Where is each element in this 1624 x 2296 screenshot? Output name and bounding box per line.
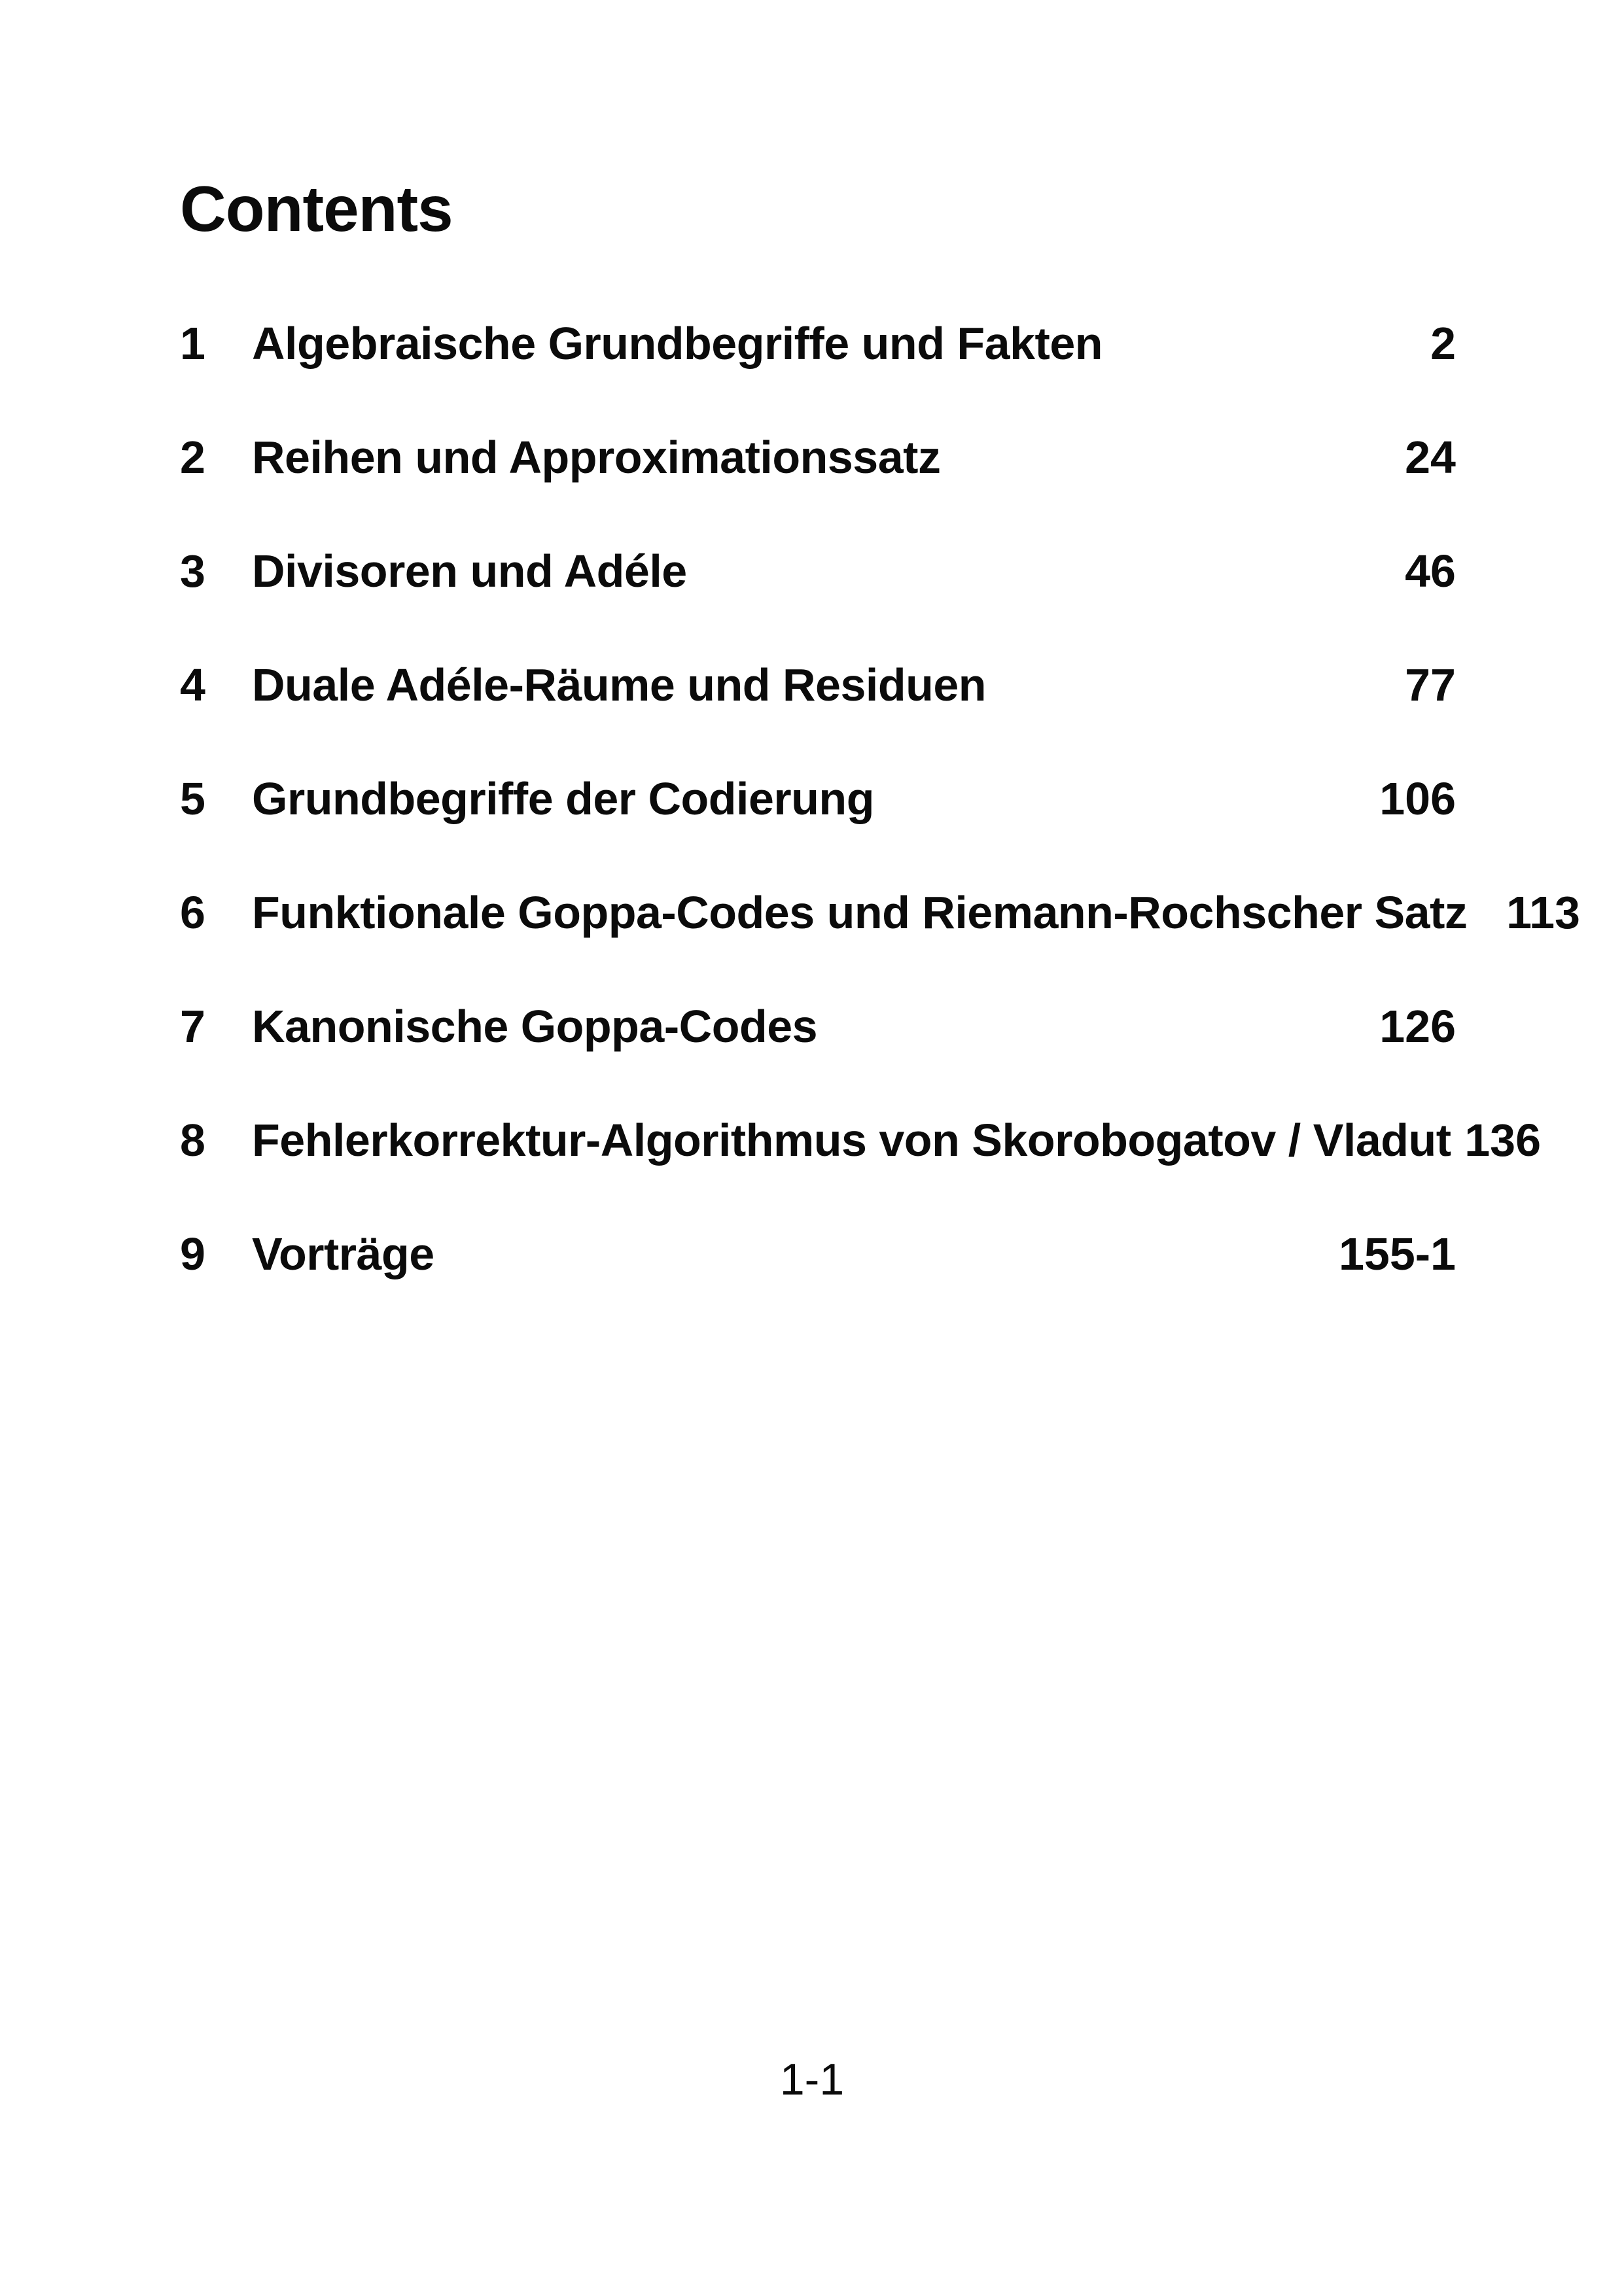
toc-entry-page: 2 bbox=[1430, 318, 1456, 369]
toc-entry-title: Grundbegriffe der Codierung bbox=[252, 773, 874, 824]
toc-entry-number: 3 bbox=[180, 546, 205, 597]
toc-entry-number: 5 bbox=[180, 773, 205, 824]
toc-entry-number: 6 bbox=[180, 887, 205, 938]
toc-entry-2[interactable] bbox=[180, 434, 1580, 548]
toc-entry-number: 9 bbox=[180, 1228, 205, 1279]
toc-entry-page: 106 bbox=[1379, 773, 1456, 824]
page-number: 1-1 bbox=[779, 2055, 845, 2104]
toc-entry-page: 136 bbox=[1464, 1115, 1541, 1166]
toc-entry-page: 77 bbox=[1405, 659, 1456, 710]
toc-entry-title: Duale Adéle-Räume und Residuen bbox=[252, 659, 987, 710]
toc-entry-page: 126 bbox=[1379, 1001, 1456, 1052]
toc-entry-number: 1 bbox=[180, 318, 205, 369]
toc-entry-1[interactable] bbox=[180, 318, 1580, 434]
toc-entry-title: Divisoren und Adéle bbox=[252, 546, 687, 597]
toc-entry-page: 46 bbox=[1405, 546, 1456, 597]
toc-entry-title: Fehlerkorrektur-Algorithmus von Skorobogatov / Vladut bbox=[252, 1115, 1451, 1166]
toc-entry-page: 113 bbox=[1506, 887, 1580, 938]
toc-entry-number: 8 bbox=[180, 1115, 205, 1166]
toc-entry-title: Funktionale Goppa-Codes und Riemann-Rochscher Satz bbox=[252, 887, 1468, 938]
toc-entry-number: 2 bbox=[180, 432, 205, 483]
toc-entry-9[interactable] bbox=[180, 1228, 1580, 1345]
toc-entry-8[interactable] bbox=[180, 1117, 1580, 1231]
toc-entry-title: Kanonische Goppa-Codes bbox=[252, 1001, 818, 1052]
page-title: Contents bbox=[180, 173, 453, 245]
toc-entry-page: 155-1 bbox=[1338, 1228, 1456, 1279]
toc-entry-title: Vorträge bbox=[252, 1228, 434, 1279]
toc-entry-title: Algebraische Grundbegriffe und Fakten bbox=[252, 318, 1103, 369]
toc-entry-6[interactable] bbox=[180, 887, 1580, 1003]
toc-entry-number: 7 bbox=[180, 1001, 205, 1052]
toc-entry-3[interactable] bbox=[180, 548, 1580, 662]
toc-entry-page: 24 bbox=[1405, 432, 1456, 483]
toc-entry-5[interactable] bbox=[180, 773, 1580, 890]
toc-entry-number: 4 bbox=[180, 659, 205, 710]
toc-entry-4[interactable] bbox=[180, 659, 1580, 776]
toc-entry-7[interactable] bbox=[180, 1003, 1580, 1117]
table-of-contents bbox=[180, 318, 1580, 1345]
toc-entry-title: Reihen und Approximationssatz bbox=[252, 432, 941, 483]
